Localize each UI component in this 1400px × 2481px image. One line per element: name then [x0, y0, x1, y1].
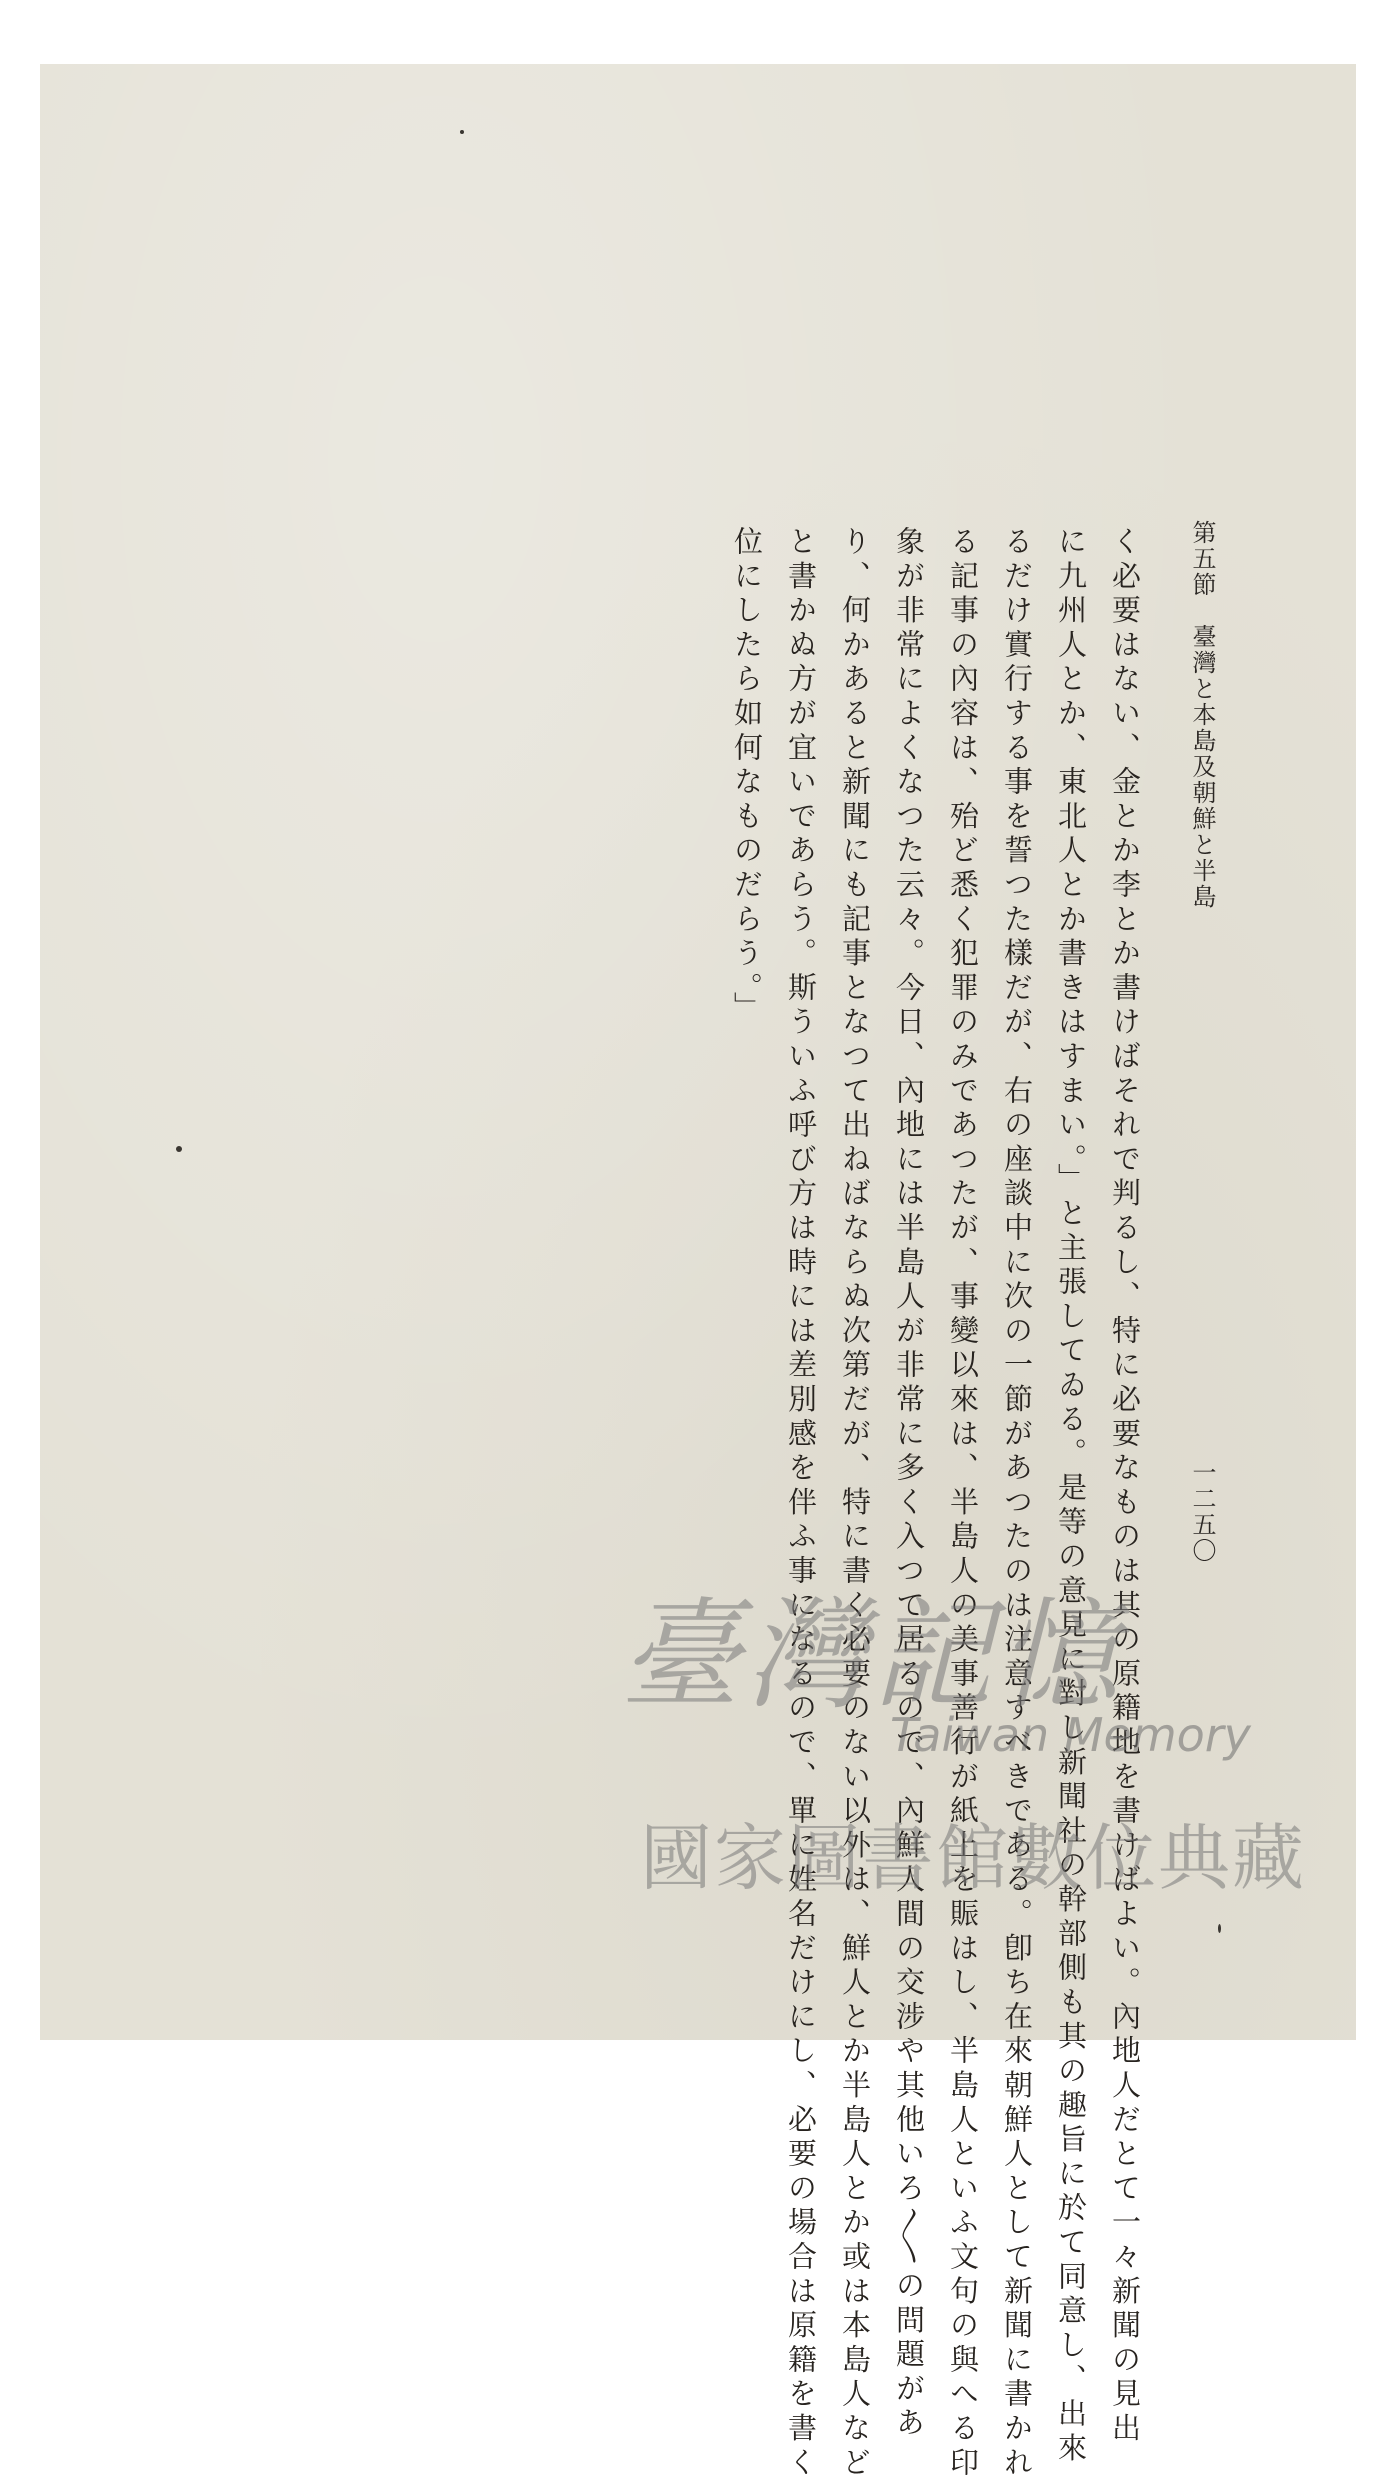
- section-title: 第五節 臺灣と本島及朝鮮と半島: [1188, 520, 1216, 910]
- text-line: に九州人とか、東北人とか書きはすまい。」と主張してゐる。是等の意見に對し新聞社の幹部側も其の趣旨に於て同意し、出來: [1054, 526, 1088, 2467]
- watermark-organization: 國家圖書館數位典藏: [640, 1816, 1307, 1900]
- scanned-page: [40, 64, 1356, 2481]
- paper-speck: [460, 130, 464, 134]
- paper-speck: [176, 1146, 182, 1152]
- text-line: り、何かあると新聞にも記事となつて出ねばならぬ次第だが、特に書く必要のない以外は、鮮人とか半島人とか或は本島人など: [838, 526, 872, 2481]
- watermark-logo: 臺灣記憶: [620, 1587, 1124, 1726]
- page-number: 一二五〇: [1188, 1460, 1216, 1564]
- paper-speck: [1218, 1924, 1221, 1933]
- text-line: 位にしたら如何なものだらう。」: [730, 526, 764, 1026]
- text-line: る記事の內容は、殆ど悉く犯罪のみであつたが、事變以來は、半島人の美事善行が紙上を賑はし、半島人といふ文句の與へる印: [946, 526, 980, 2481]
- text-line: と書かぬ方が宜いであらう。斯ういふ呼び方は時には差別感を伴ふ事になるので、單に姓名だけにし、必要の場合は原籍を書く: [784, 526, 818, 2481]
- running-header: [1160, 520, 1220, 1564]
- watermark-subtitle: Taiwan Memory: [890, 1708, 1251, 1762]
- text-line: く必要はない、金とか李とか書けばそれで判るし、特に必要なものは其の原籍地を書けばよい。內地人だとて一々新聞の見出: [1108, 526, 1142, 2447]
- text-line: 象が非常によくなつた云々。今日、內地には半島人が非常に多く入つて居るので、內鮮人間の交涉や其他いろ〳〵の問題があ: [892, 526, 926, 2442]
- text-line: るだけ實行する事を誓つた樣だが、右の座談中に次の一節があつたのは注意すべきである。卽ち在來朝鮮人として新聞に書かれ: [1000, 526, 1034, 2481]
